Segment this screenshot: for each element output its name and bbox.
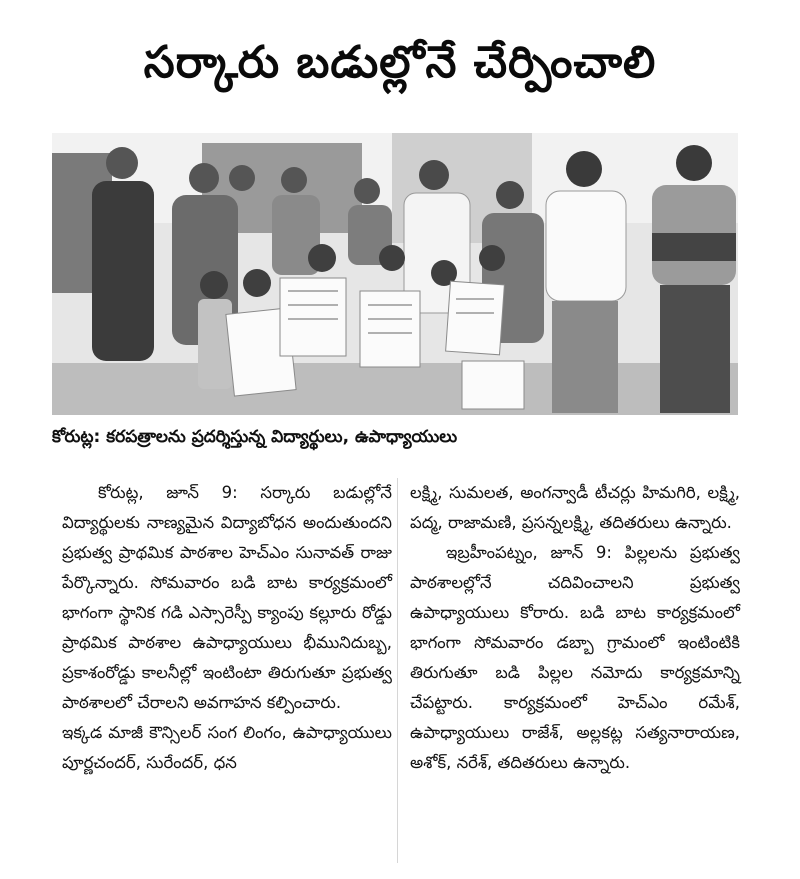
article-column-right bbox=[410, 478, 740, 778]
article-paragraph: కోరుట్ల, జూన్ 9: సర్కారు బడుల్లోనే విద్యార్థులకు నాణ్యమైన విద్యాబోధన అందుతుందని ప్రభుత్వ ప్రాథమిక పాఠశాల హెచ్ఎం సునావత్ రాజు పేర్కొన్నారు. సోమవారం బడి బాట కార్యక్రమంలో భాగంగా స్థానిక గడి ఎస్సారెస్పీ క్యాంపు కల్లూరు రోడ్డు ప్రాథమిక పాఠశాల ఉపాధ్యాయులు భీమునిదుబ్బ, ప్రకాశంరోడ్డు కాలనీల్లో ఇంటింటా తిరుగుతూ ప్రభుత్వ పాఠశాలలో చేరాలని అవగాహన కల్పించారు. bbox=[62, 483, 392, 712]
article-paragraph: ఇబ్రహీంపట్నం, జూన్ 9: పిల్లలను ప్రభుత్వ పాఠశాలల్లోనే చదివించాలని ప్రభుత్వ ఉపాధ్యాయులు కోరారు. బడి బాట కార్యక్రమంలో భాగంగా సోమవారం డబ్బా గ్రామంలో ఇంటింటికి తిరుగుతూ బడి పిల్లల నమోదు కార్యక్రమాన్ని చేపట్టారు. కార్యక్రమంలో హెచ్ఎం రమేశ్, ఉపాధ్యాయులు రాజేశ్, అల్లకట్ల సత్యనారాయణ, అశోక్, నరేశ్, తదితరులు ఉన్నారు. bbox=[410, 543, 740, 772]
caption-text: కరపత్రాలను ప్రదర్శిస్తున్న విద్యార్థులు, ఉపాధ్యాయులు bbox=[106, 427, 458, 447]
column-divider bbox=[397, 478, 398, 863]
article-paragraph: లక్ష్మి, సుమలత, అంగన్వాడీ టీచర్లు హిమగిరి, లక్ష్మి, పద్మ, రాజామణి, ప్రసన్నలక్ష్మి, తదితరులు ఉన్నారు. bbox=[410, 483, 740, 532]
article-column-left bbox=[62, 478, 392, 778]
caption-place: కోరుట్ల: bbox=[52, 427, 101, 447]
headline: సర్కారు బడుల్లోనే చేర్పించాలి bbox=[143, 37, 657, 88]
news-photo bbox=[52, 133, 738, 415]
article-paragraph: ఇక్కడ మాజీ కౌన్సిలర్ సంగ లింగం, ఉపాధ్యాయులు పూర్ణచందర్, సురేందర్, ధన bbox=[62, 723, 392, 772]
photo-caption bbox=[52, 425, 738, 449]
group-photo-icon bbox=[52, 133, 738, 415]
